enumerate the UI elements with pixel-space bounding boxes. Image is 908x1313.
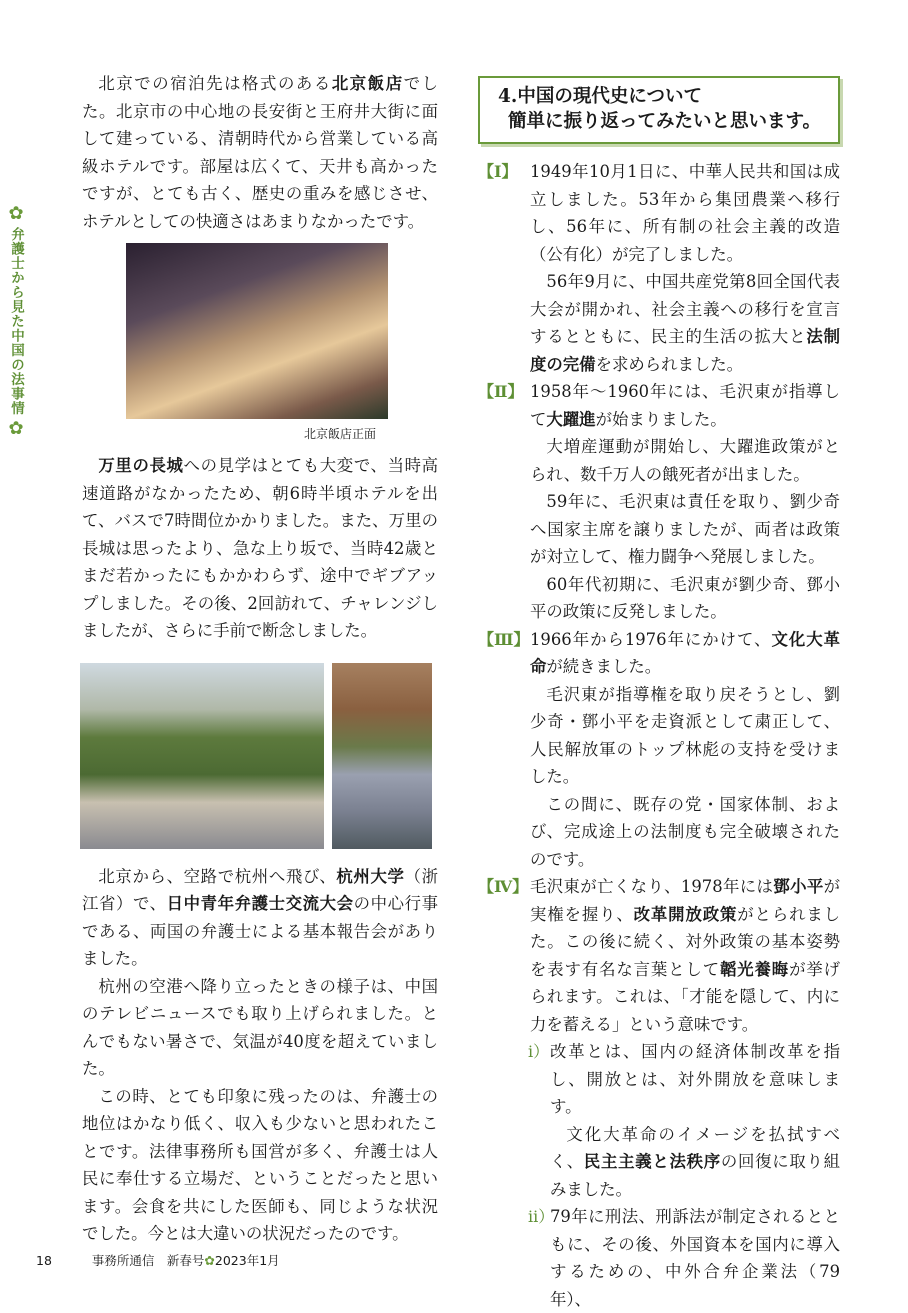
text-run: 56年9月に、中国共産党第8回全国代表大会が開かれ、社会主義への移行を宣言するとともに、民主的生活の拡大と [530,272,840,346]
item-paragraph [530,791,840,874]
page-footer [36,1251,280,1269]
history-item [478,626,840,874]
history-item [478,378,840,626]
text-run: が始まりました。 [595,409,727,429]
text-run: 79年に刑法、刑訴法が制定されるとともに、その後、外国資本を国内に導入するための、中外合弁企業法（79年）、 [550,1207,840,1309]
bold-text: 法制度の完備 [530,327,841,374]
item-marker: ⅰ） [528,1042,550,1061]
history-subitem [478,1203,840,1313]
flower-icon: ✿ [204,1253,215,1268]
text-run: 1949年10月1日に、中華人民共和国は成立しました。53年から集団農業へ移行し、56年に、所有制の社会主義的改造（公有化）が完了しました。 [530,162,840,264]
text-run: 59年に、毛沢東は責任を取り、劉少奇へ国家主席を譲りましたが、両者は政策が対立して、権力闘争へ発展しました。 [530,492,840,566]
text-run: 1966年から1976年にかけて、 [530,629,772,649]
photo-beijing-hotel [126,243,388,419]
item-marker: 【Ⅱ】 [478,382,524,401]
bold-text: 韜光養晦 [719,959,790,979]
paragraph-great-wall [82,452,438,645]
text-run: が挙げられます。これは、「才能を隠して、内に力を蓄える」という意味です。 [530,959,841,1034]
text-run: 1958年〜1960年には、毛沢東が指導して [530,382,840,429]
item-paragraph [530,268,840,378]
bold-text: 改革開放政策 [633,904,738,924]
left-column [82,70,438,1248]
item-paragraph [530,488,840,571]
item-marker: ⅱ） [528,1207,555,1226]
item-paragraph [530,433,840,488]
bold-text: 日中青年弁護士交流大会 [166,894,354,913]
text-run: が続きました。 [546,657,662,676]
paragraph-hangzhou [82,863,438,973]
photo-great-wall-group [80,663,324,849]
photo-great-wall-person [332,663,432,849]
bold-text: 大躍進 [546,409,596,429]
item-paragraph [530,158,840,268]
publication-name: 事務所通信 新春号 [91,1253,205,1268]
text-run: 60年代初期に、毛沢東が劉少奇、鄧小平の政策に反発しました。 [530,574,840,621]
section-heading [478,76,840,144]
page-number: 18 [36,1253,52,1268]
item-paragraph [530,378,840,433]
item-paragraph [550,1121,840,1204]
flower-icon: ✿ [8,417,24,439]
item-paragraph [530,626,840,681]
item-marker: 【Ⅲ】 [478,629,530,649]
bold-text: 北京飯店 [331,74,404,93]
history-item [478,873,840,1038]
text-run: この間に、既存の党・国家体制、および、完成途上の法制度も完全破壊されたのです。 [530,794,840,869]
paragraph-lawyers: この時、とても印象に残ったのは、弁護士の地位はかなり低く、収入も少ないと思われたことです。法律事務所も国営が多く、弁護士は人民に奉仕する立場だ、ということだったと思います。会食を共にした医師も、同じような状況でした。今とは大違いの状況だったのです。 [82,1086,438,1243]
publication-date: 2023年1月 [214,1253,280,1268]
text-run: 北京から、空路で杭州へ飛び、 [98,866,337,886]
bold-text: 鄧小平 [773,877,824,896]
item-paragraph [530,873,840,1038]
history-items [478,158,840,1038]
bold-text: 民主主義と法秩序 [583,1152,721,1171]
text-run: が実権を握り、 [530,877,841,924]
text-run: がとられました。この後に続く、対外政策の基本姿勢を表す有名な言葉として [530,904,841,979]
section-heading-line2: 簡単に振り返ってみたいと思います。 [508,111,822,132]
item-paragraph [530,571,840,626]
history-subitems [478,1038,840,1313]
text-run: への見学はとても大変で、当時高速道路がなかったため、朝6時半頃ホテルを出て、バスで7時間位かかりました。また、万里の長城は思ったより、急な上り坂で、当時42歳とまだ若かったにもかかわらず、途中でギブアップしました。その後、2回訪れて、チャレンジしましたが、さらに手前で断念しました。 [82,456,439,640]
side-label-text: 弁護士から見た中国の法事情 [8,227,24,416]
text-run: 毛沢東が指導権を取り戻そうとし、劉少奇・鄧小平を走資派として粛正して、人民解放軍のトップ林彪の支持を受けました。 [530,684,840,786]
history-item [478,158,840,378]
flower-icon: ✿ [8,203,24,224]
bold-text: 文化大革命 [530,629,840,676]
text-run: の回復に取り組みました。 [550,1152,841,1199]
side-label [0,205,32,438]
bold-text: 万里の長城 [98,456,184,475]
text-run: （浙江省）で、 [82,866,439,913]
text-run: 毛沢東が亡くなり、1978年には [530,877,774,896]
text-run: 北京での宿泊先は格式のある [98,74,332,93]
item-paragraph [550,1203,840,1313]
photo-caption: 北京飯店正面 [304,427,377,441]
text-run: 改革とは、国内の経済体制改革を指し、開放とは、対外開放を意味します。 [550,1042,840,1116]
text-run: を求められました。 [595,354,744,374]
paragraph-hotel [82,70,438,235]
section-heading-line1: 4.中国の現代史について [498,86,702,107]
item-paragraph [530,681,840,791]
text-run: でした。北京市の中心地の長安街と王府井大街に面して建っている、清朝時代から営業している高級ホテルです。部屋は広くて、天井も高かったですが、とても古く、歴史の重みを感じさせ、ホテルとしての快適さはあまりなかったです。 [82,74,439,231]
text-run: 大増産運動が開始し、大躍進政策がとられ、数千万人の餓死者が出ました。 [530,437,840,484]
history-subitem [478,1038,840,1203]
bold-text: 杭州大学 [336,866,405,886]
text-run: 文化大革命のイメージを払拭すべく、 [550,1124,840,1171]
paragraph-airport: 杭州の空港へ降り立ったときの様子は、中国のテレビニュースでも取り上げられました。とんでもない暑さで、気温が40度を超えていました。 [82,976,438,1078]
text-run: の中心行事である、両国の弁護士による基本報告会がありました。 [82,894,439,968]
right-column [478,76,840,1313]
item-marker: 【Ⅰ】 [478,162,518,181]
photo-row [80,663,438,849]
item-paragraph [550,1038,840,1121]
item-marker: 【Ⅳ】 [478,877,529,896]
